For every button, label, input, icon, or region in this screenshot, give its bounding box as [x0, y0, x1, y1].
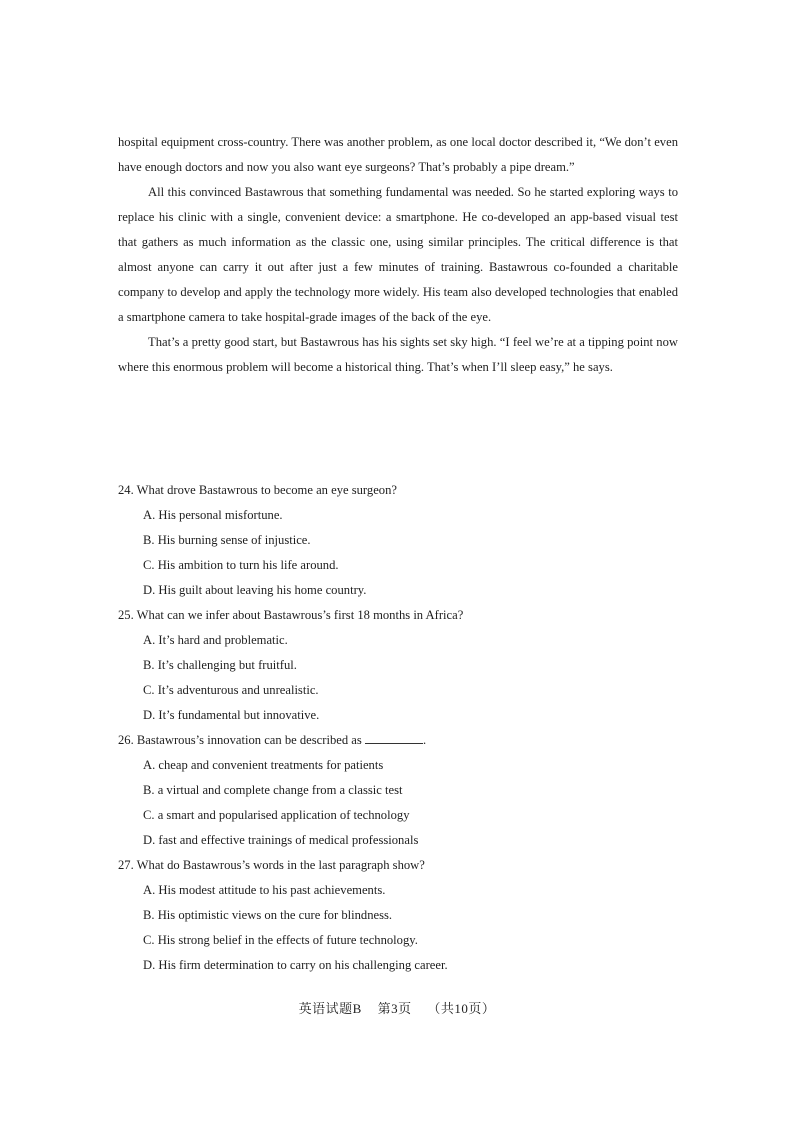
- question-27-option-c: C. His strong belief in the effects of future technology.: [143, 933, 418, 947]
- question-25-option-c: C. It’s adventurous and unrealistic.: [143, 683, 319, 697]
- question-26-stem-end: .: [422, 733, 427, 747]
- question-25-option-b: B. It’s challenging but fruitful.: [143, 658, 297, 672]
- question-24-option-d: D. His guilt about leaving his home country.: [143, 583, 367, 597]
- passage-paragraph-1: hospital equipment cross-country. There was another problem, as one local doctor described it, “We don’t even have enough doctors and now you also want eye surgeons? That’s probably a pipe dream.”: [118, 135, 678, 174]
- question-25-stem: 25. What can we infer about Bastawrous’s first 18 months in Africa?: [118, 608, 464, 622]
- question-27-option-d: D. His firm determination to carry on his challenging career.: [143, 958, 448, 972]
- question-26-option-a: A. cheap and convenient treatments for patients: [143, 758, 384, 772]
- question-26-stem-line: [118, 728, 678, 753]
- reading-passage: [118, 130, 678, 380]
- question-26-option-d: D. fast and effective trainings of medical professionals: [143, 833, 419, 847]
- footer-page-number: 第3页: [377, 1001, 412, 1016]
- question-24-option-b: B. His burning sense of injustice.: [143, 533, 311, 547]
- passage-paragraph-3: That’s a pretty good start, but Bastawrous has his sights set sky high. “I feel we’re at a tipping point now where this enormous problem will become a historical thing. That’s when I’ll sleep easy,” he says.: [118, 335, 678, 374]
- question-26-option-b: B. a virtual and complete change from a classic test: [143, 783, 403, 797]
- question-26-stem: 26. Bastawrous’s innovation can be described as: [118, 733, 362, 747]
- question-24-stem: 24. What drove Bastawrous to become an eye surgeon?: [118, 483, 397, 497]
- question-27-option-a: A. His modest attitude to his past achievements.: [143, 883, 386, 897]
- passage-paragraph-2: All this convinced Bastawrous that something fundamental was needed. So he started exploring ways to replace his clinic with a single, convenient device: a smartphone. He co-developed an app-based visual test that gathers as much information as the classic one, using similar principles. The critical difference is that almost anyone can carry it out after just a few minutes of training. Bastawrous co-founded a charitable company to develop and apply the technology more widely. His team also developed technologies that enabled a smartphone camera to take hospital-grade images of the back of the eye.: [118, 185, 678, 324]
- question-24-option-c: C. His ambition to turn his life around.: [143, 558, 339, 572]
- page-footer: [0, 998, 794, 1017]
- footer-total-pages: （共10页）: [427, 1001, 496, 1016]
- question-26-option-c: C. a smart and popularised application of technology: [143, 808, 410, 822]
- question-27-option-b: B. His optimistic views on the cure for blindness.: [143, 908, 393, 922]
- question-25-option-a: A. It’s hard and problematic.: [143, 633, 288, 647]
- question-list: [118, 478, 678, 978]
- question-27-stem: 27. What do Bastawrous’s words in the last paragraph show?: [118, 858, 425, 872]
- footer-subject: 英语试题B: [298, 1001, 362, 1016]
- question-25-option-d: D. It’s fundamental but innovative.: [143, 708, 320, 722]
- question-24-option-a: A. His personal misfortune.: [143, 508, 283, 522]
- answer-blank: [365, 731, 423, 744]
